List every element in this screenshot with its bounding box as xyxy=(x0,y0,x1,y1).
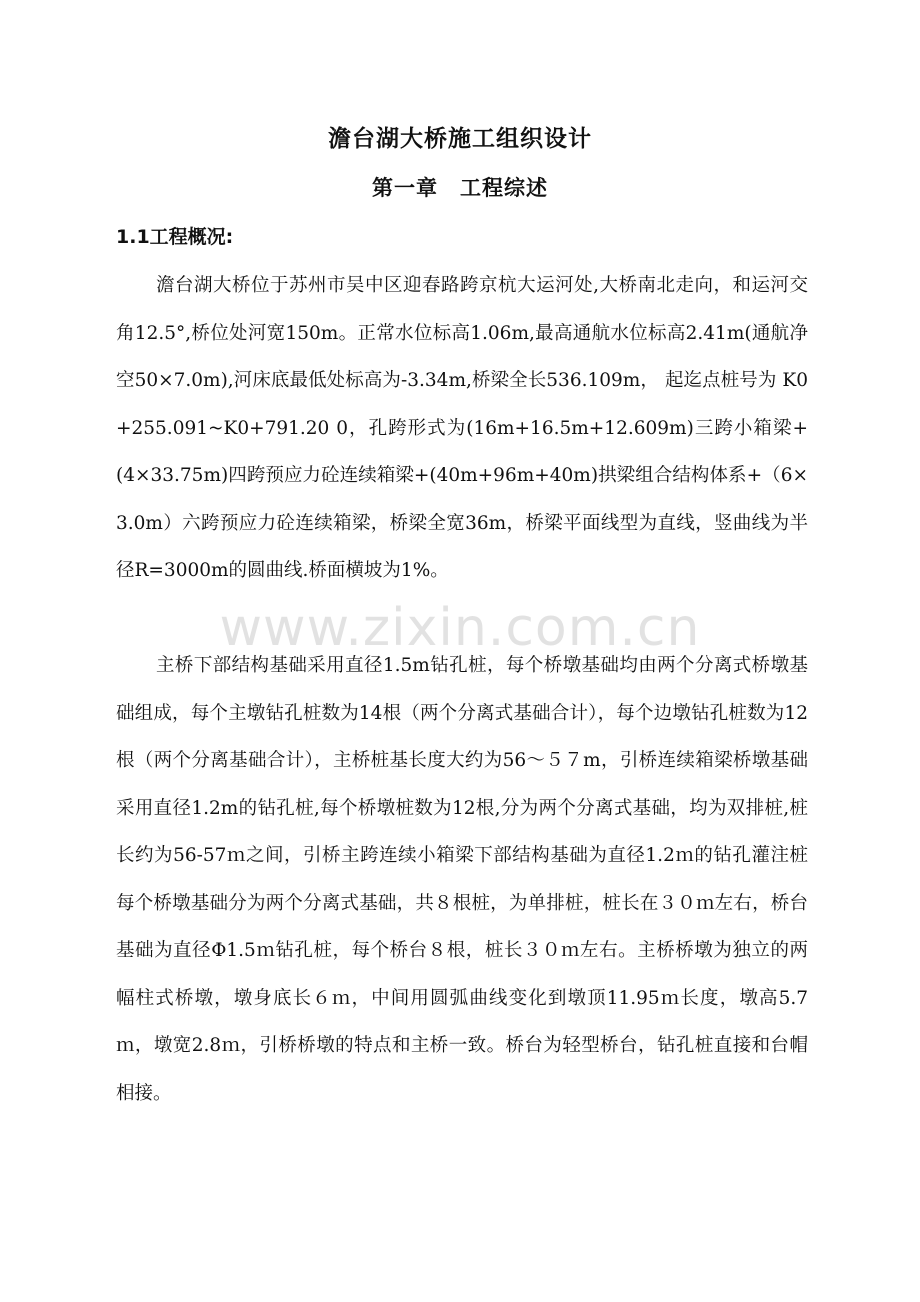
paragraph-substructure: 主桥下部结构基础采用直径1.5m钻孔桩，每个桥墩基础均由两个分离式桥墩基础组成，每个主墩钻孔桩数为14根（两个分离式基础合计），每个边墩钻孔桩数为12根（两个分离基础合计），主桥桩基长度大约为56～５７m，引桥连续箱梁桥墩基础采用直径1.2m的钻孔桩,每个桥墩桩数为12根,分为两个分离式基础，均为双排桩,桩长约为56-57ｍ之间，引桥主跨连续小箱梁下部结构基础为直径1.2ｍ的钻孔灌注桩每个桥墩基础分为两个分离式基础，共８根桩，为单排桩，桩长在３０ｍ左右，桥台基础为直径Φ1.5ｍ钻孔桩，每个桥台８根，桩长３０ｍ左右。主桥桥墩为独立的两幅柱式桥墩，墩身底长６ｍ，中间用圆弧曲线变化到墩顶11.95ｍ长度，墩高5.7ｍ，墩宽2.8ｍ，引桥桥墩的特点和主桥一致。桥台为轻型桥台，钻孔桩直接和台帽相接。 xyxy=(116,655,808,1104)
chapter-title: 第一章 工程综述 xyxy=(372,176,548,200)
paragraph-project-overview: 澹台湖大桥位于苏州市吴中区迎春路跨京杭大运河处,大桥南北走向，和运河交角12.5°,桥位处河宽150m。正常水位标高1.06m,最高通航水位标高2.41m(通航净空50×7.0m),河床底最低处标高为-3.34m,桥梁全长536.109m， 起迄点桩号为 K0+255.091~K0+791.20 0，孔跨形式为(16m+16.5m+12.609m)三跨小箱梁+(4×33.75m)四跨预应力砼连续箱梁+(40m+96m+40m)拱梁组合结构体系+（6×3.0m）六跨预应力砼连续箱梁，桥梁全宽36m，桥梁平面线型为直线，竖曲线为半径R=3000m的圆曲线.桥面横坡为1%。 xyxy=(116,275,808,581)
watermark: www.zixin.com.cn xyxy=(219,598,701,658)
document-title: 澹台湖大桥施工组织设计 xyxy=(328,126,592,152)
section-heading: 1.1工程概况: xyxy=(116,226,234,248)
